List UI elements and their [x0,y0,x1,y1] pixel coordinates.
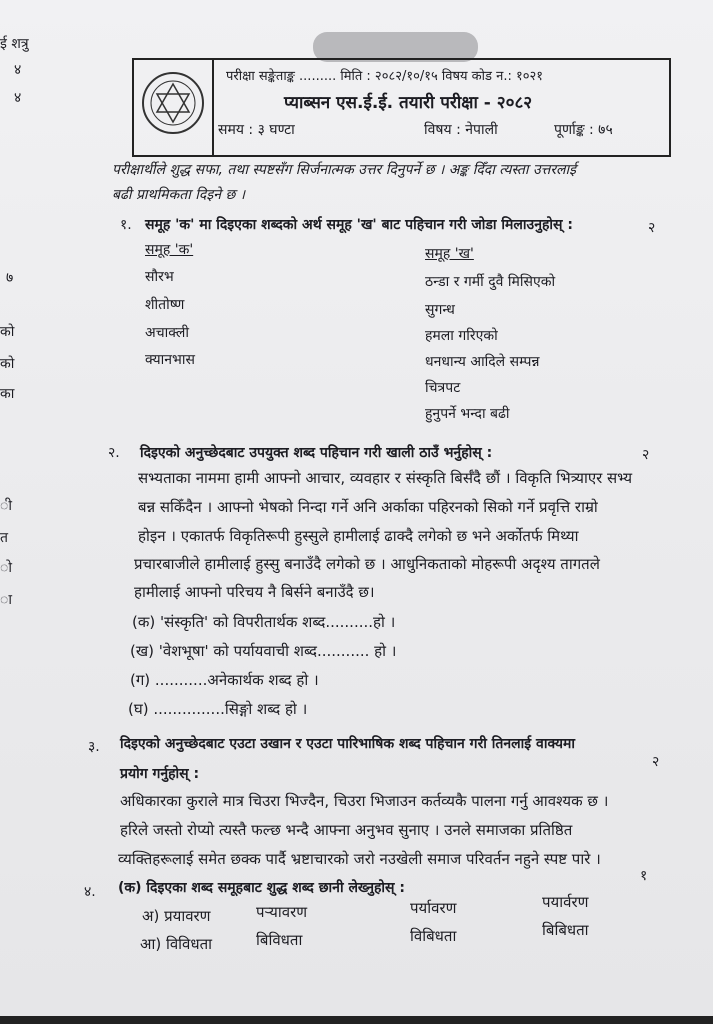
margin-fragment: ा [0,592,12,608]
q1-text: समूह 'क' मा दिइएका शब्दको अर्थ समूह 'ख' बाट पहिचान गरी जोडा मिलाउनुहोस् : [145,217,573,233]
q2-text: दिइएको अनुच्छेदबाट उपयुक्त शब्द पहिचान गरी खाली ठाउँ भर्नुहोस् : [140,445,493,461]
group-b-item: चित्रपट [425,380,461,396]
group-a-heading: समूह 'क' [145,242,194,258]
group-b-item: धनधान्य आदिले सम्पन्न [425,354,540,370]
q2-marks: २ [642,447,650,463]
school-seal-icon [142,72,204,134]
q2-passage-line: होइन । एकातर्फ विकृतिरूपी हुस्सुले हामीलाई ढाक्दै लगेको छ भने अर्कोतर्फ मिथ्या [138,527,579,545]
q4-option: पयार्वरण [542,893,589,911]
margin-fragment: ी [0,498,12,514]
group-b-item: हुनुपर्ने भन्दा बढी [425,406,510,422]
instruction-line: बढी प्राथमिकता दिइने छ । [112,187,246,203]
q4-option: विबिधता [410,927,457,945]
q2-passage-line: हामीलाई आफ्नो परिचय नै बिर्सने बनाउँदै छ। [134,583,375,601]
q4-option: बिविधता [256,931,303,949]
header-meta: परीक्षा सङ्केताङ्क ......... मिति : २०८२/१०/१५ विषय कोड न.: १०२१ [226,69,544,84]
q2-item: (घ) ...............सिङ्गो शब्द हो । [128,700,308,718]
group-b-heading: समूह 'ख' [425,246,474,262]
group-b-item: हमला गरिएको [425,328,498,344]
q4-marks: १ [640,868,648,884]
q2-passage-line: बन्न सकिँदैन । आफ्नो भेषको निन्दा गर्ने अनि अर्काका पहिरनको सिको गर्ने प्रवृत्ति राम्रो [138,498,598,516]
q1-number: १. [120,217,132,233]
group-b-item: ठन्डा र गर्मी दुवै मिसिएको [425,274,556,290]
margin-fragment: ७ [6,270,14,286]
group-a-item: क्यानभास [145,352,195,368]
q2-item: (ग) ...........अनेकार्थक शब्द हो । [130,671,319,689]
q2-passage-line: प्रचारबाजीले हामीलाई हुस्सु बनाउँदै लगेको छ । आधुनिकताको मोहरूपी अदृश्य तागतले [134,555,600,573]
margin-fragment: ई शत्रु [0,36,29,52]
q3-passage-line: हरिले जस्तो रोप्यो त्यस्तै फल्छ भन्दै आफ्ना अनुभव सुनाए । उनले समाजका प्रतिष्ठित [120,821,573,839]
exam-header-box [132,58,671,157]
q3-passage-line: अधिकारका कुराले मात्र चिउरा भिज्दैन, चिउरा भिजाउन कर्तव्यकै पालना गर्नु आवश्यक छ । [120,792,609,810]
margin-fragment: ो [0,560,12,576]
q2-passage-line: सभ्यताका नाममा हामी आफ्नो आचार, व्यवहार र संस्कृति बिर्सँदै छौं । विकृति भित्र्याएर सभ्य [138,469,633,487]
photo-bottom-edge [0,1016,713,1024]
margin-fragment: को [0,324,15,340]
exam-full-marks: पूर्णाङ्क : ७५ [554,122,613,138]
margin-fragment: ४ [14,62,22,78]
q2-item: (ख) 'वेशभूषा' को पर्यायवाची शब्द........... हो । [130,642,397,660]
q3-passage-line: व्यक्तिहरूलाई समेत छक्क पार्दै भ्रष्टाचारको जरो नउखेली समाज परिवर्तन नहुने स्पष्ट पारे । [118,850,601,868]
q4-option: आ) विविधता [140,935,213,953]
q3-text: दिइएको अनुच्छेदबाट एउटा उखान र एउटा पारिभाषिक शब्द पहिचान गरी तिनलाई वाक्यमा [120,736,576,752]
exam-time: समय : ३ घण्टा [218,122,295,138]
q4-option: पऱ्यावरण [256,903,308,921]
q3-number: ३. [88,739,100,755]
group-b-item: सुगन्ध [425,302,455,318]
margin-fragment: ४ [14,90,22,106]
q3-marks: २ [652,754,660,770]
q2-item: (क) 'संस्कृति' को विपरीतार्थक शब्द..........हो । [132,613,396,631]
q4-text: (क) दिइएका शब्द समूहबाट शुद्ध शब्द छानी लेख्नुहोस् : [118,880,405,896]
margin-fragment: को [0,356,15,372]
exam-title: प्याब्सन एस.ई.ई. तयारी परीक्षा - २०८२ [284,93,533,113]
q4-option: बिबिधता [542,921,589,939]
margin-fragment: का [0,386,15,402]
group-a-item: शीतोष्ण [145,297,185,313]
q1-marks: २ [648,220,656,236]
q2-number: २. [108,445,120,461]
q3-text-continued: प्रयोग गर्नुहोस् : [120,766,200,782]
group-a-item: अचाक्ली [145,325,189,341]
instruction-line: परीक्षार्थीले शुद्ध सफा, तथा स्पष्टसँग सिर्जनात्मक उत्तर दिनुपर्ने छ । अङ्क दिँदा त्यस्ता उत्तरलाई [112,162,577,178]
q4-number: ४. [84,884,96,900]
q4-option: पर्यावरण [410,899,457,917]
margin-fragment: त [0,530,8,546]
q4-option: अ) प्रयावरण [142,907,211,925]
group-a-item: सौरभ [145,269,174,285]
exam-subject: विषय : नेपाली [424,122,498,138]
